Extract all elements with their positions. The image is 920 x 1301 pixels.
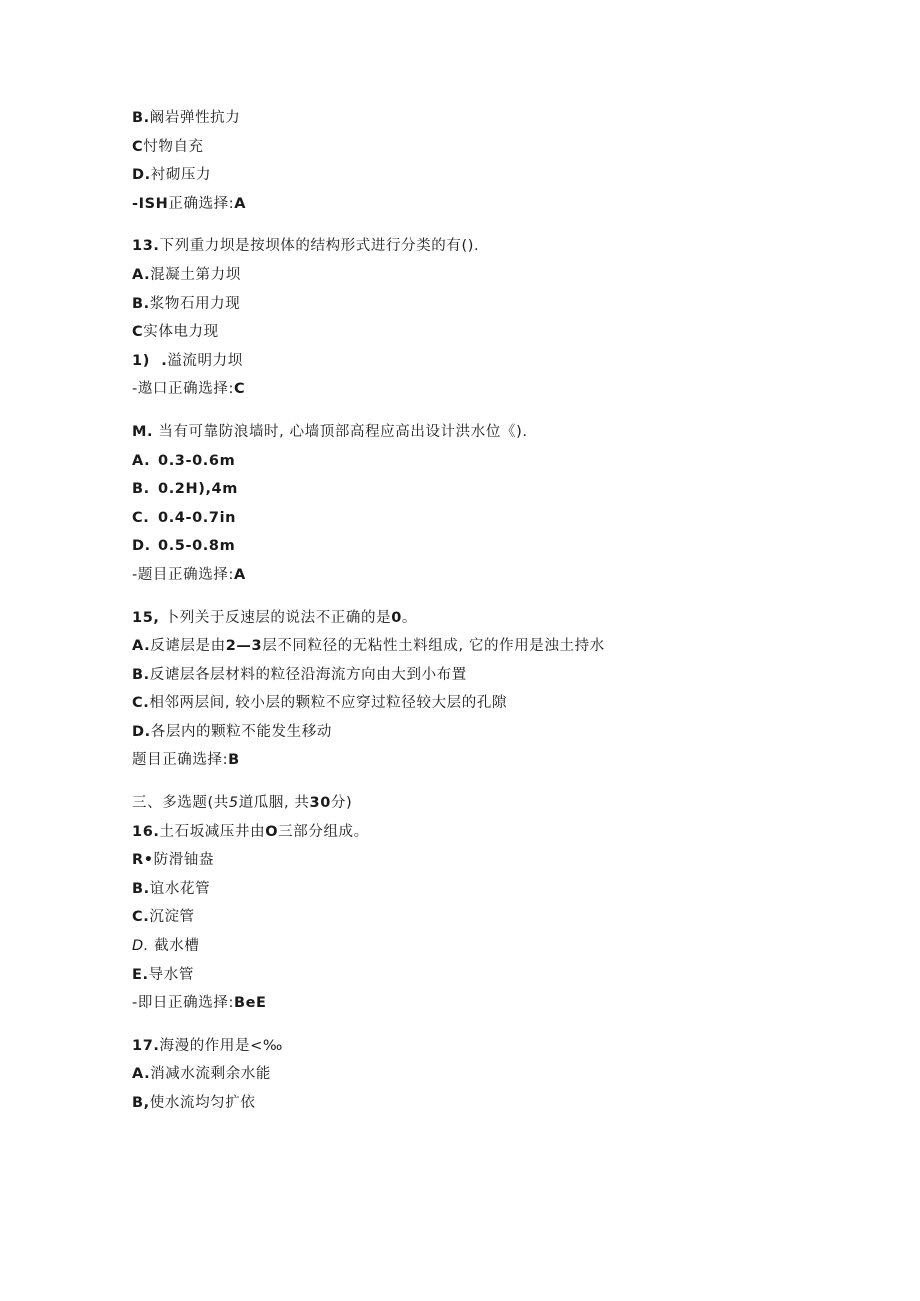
q16-answer: -即日正确选择:BeE (132, 995, 267, 1012)
q16-option-e: E.导水管 (132, 966, 194, 983)
q14-option-c: C. 0.4-0.7in (132, 509, 237, 526)
q13-option-c: C实体电力现 (132, 324, 219, 341)
q15-option-d: D.各层内的颗粒不能发生移动 (132, 723, 332, 740)
q13-stem: 13.下列重力坝是按坝体的结构形式进行分类的有(). (132, 238, 480, 255)
q13-option-a: A.混凝土第力坝 (132, 266, 241, 283)
q15-answer: 题目正确选择:B (132, 752, 240, 769)
q12-answer: -ISH正确选择:A (132, 195, 247, 212)
q17-option-a: A.消减水流剩余水能 (132, 1066, 272, 1083)
q14-option-b: B. 0.2H),4m (132, 481, 238, 498)
q16-stem: 16.土石坂减压井由O三部分组成。 (132, 823, 369, 840)
q15-option-b: B.反谑层各层材料的粒径沿海流方向由大到小布置 (132, 666, 467, 683)
q16-option-b: B.谊水花管 (132, 880, 211, 897)
q14-answer: -题目正确选择:A (132, 566, 246, 583)
q16-option-d: D. 截水槽 (132, 938, 200, 955)
q15-option-a: A.反谑层是由2—3层不同粒径的无粘性土料组成, 它的作用是浊土持水 (132, 638, 605, 655)
q14-option-a: A. 0.3-0.6m (132, 452, 236, 469)
q17-option-b: B,使水流均匀扩依 (132, 1095, 256, 1111)
q15-stem: 15, 卜列关于反速层的说法不正确的是0。 (132, 609, 418, 626)
q15-option-c: C.相邻两层间, 较小层的颗粒不应穿过粒径较大层的孔隙 (132, 695, 508, 712)
document-page (132, 104, 832, 1118)
q14-option-d: D. 0.5-0.8m (132, 538, 236, 555)
q13-answer: -遨口正确选择:C (132, 381, 246, 398)
section-heading: 三、多选题(共5道瓜胭, 共30分) (132, 795, 353, 812)
q14-stem: M. 当有可靠防浪墙时, 心墙顶部高程应高出设计洪水位《). (132, 423, 528, 440)
q13-option-d: 1) .溢流明力坝 (132, 352, 243, 369)
q12-option-b: B.阚岩弹性抗力 (132, 110, 241, 126)
q16-option-a: R•防滑铀盎 (132, 852, 215, 869)
q12-option-d: D.衬砌压力 (132, 167, 212, 184)
q17-stem: 17.海漫的作用是<‰ (132, 1037, 283, 1054)
q16-option-c: C.沉淀管 (132, 909, 195, 926)
q13-option-b: B.浆物石用力现 (132, 295, 241, 312)
q12-option-c: C忖物自充 (132, 138, 204, 155)
